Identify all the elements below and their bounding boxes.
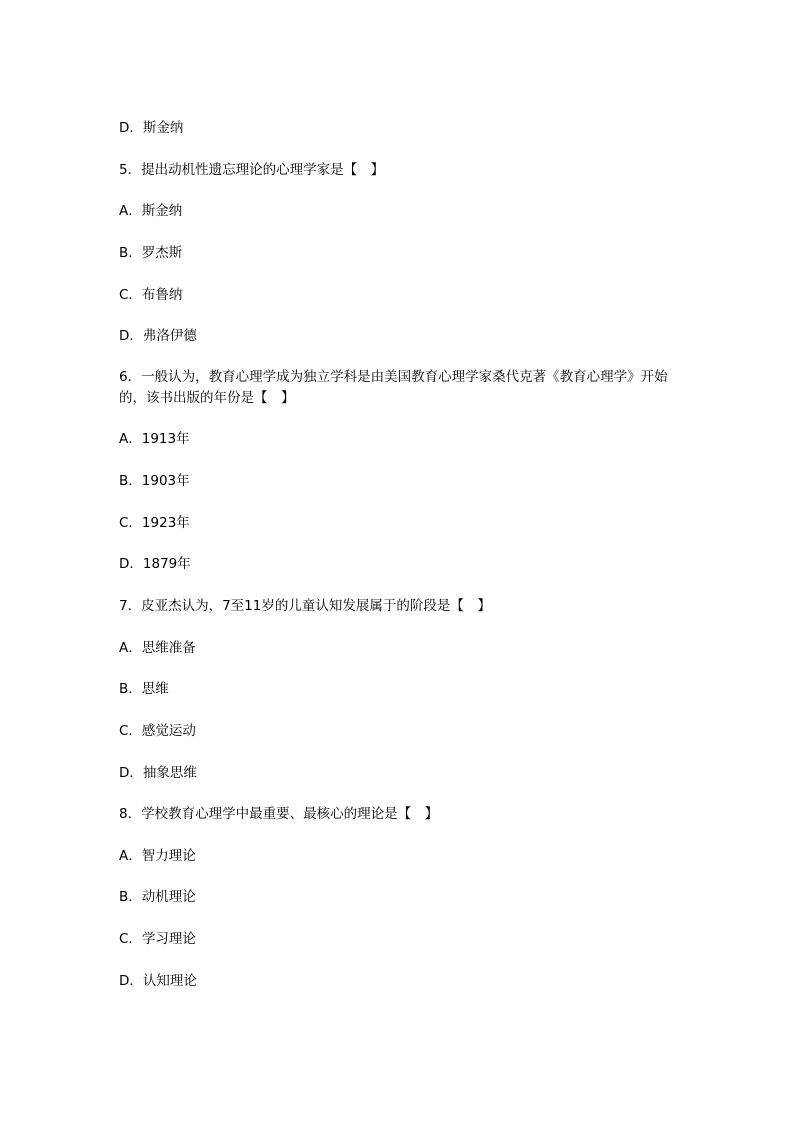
option-a-q6: A．1913年 (119, 431, 190, 447)
option-b-q6: B．1903年 (119, 473, 190, 489)
option-a-q8: A．智力理论 (119, 848, 196, 864)
option-c-q6: C．1923年 (119, 515, 190, 531)
option-a-q5: A．斯金纳 (119, 203, 183, 219)
option-d-q6: D．1879年 (119, 556, 191, 572)
option-a-q7: A．思维准备 (119, 640, 196, 656)
question-7: 7．皮亚杰认为，7至11岁的儿童认知发展属于的阶段是【 】 (119, 598, 491, 614)
option-c-q5: C．布鲁纳 (119, 287, 183, 303)
option-d-q4: D．斯金纳 (119, 120, 184, 136)
option-c-q8: C．学习理论 (119, 931, 196, 947)
option-c-q7: C．感觉运动 (119, 723, 196, 739)
question-5: 5．提出动机性遗忘理论的心理学家是【 】 (119, 162, 385, 178)
option-b-q8: B．动机理论 (119, 889, 196, 905)
option-b-q7: B．思维 (119, 681, 169, 697)
option-d-q7: D．抽象思维 (119, 765, 197, 781)
option-d-q5: D．弗洛伊德 (119, 328, 197, 344)
option-d-q8: D．认知理论 (119, 973, 197, 989)
question-8: 8．学校教育心理学中最重要、最核心的理论是【 】 (119, 806, 439, 822)
question-6: 6．一般认为，教育心理学成为独立学科是由美国教育心理学家桑代克著《教育心理学》开始的，该书出版的年份是【 】 (119, 369, 668, 406)
option-b-q5: B．罗杰斯 (119, 245, 183, 261)
